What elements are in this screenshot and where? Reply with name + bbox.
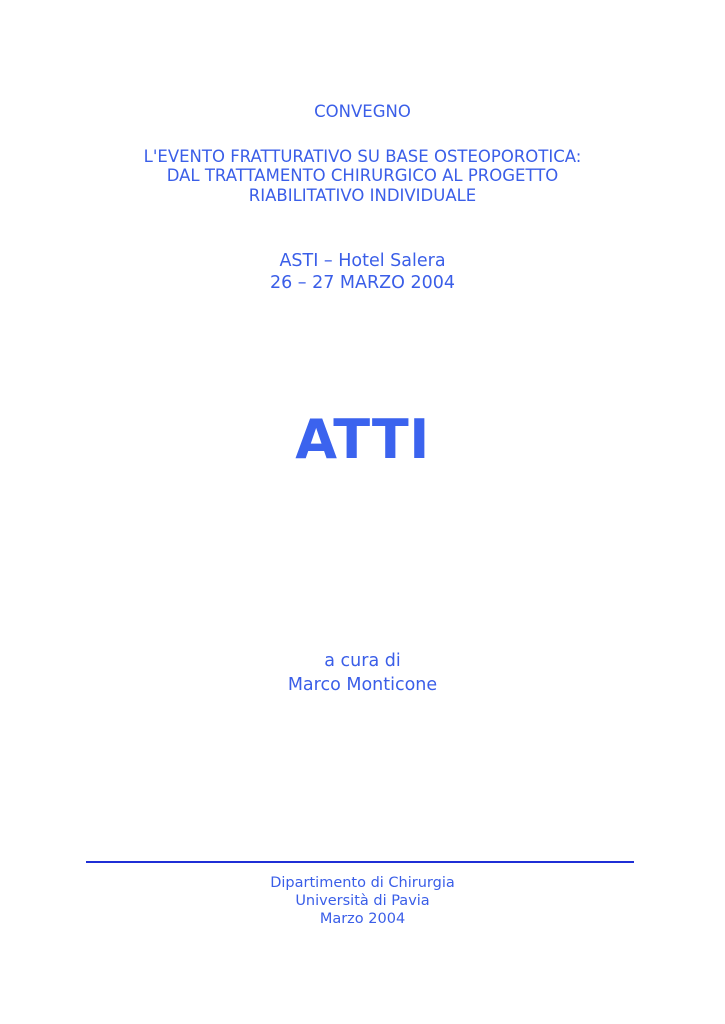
- conference-title-line-1: L'EVENTO FRATTURATIVO SU BASE OSTEOPOROTICA:: [143, 147, 582, 166]
- editor-intro: a cura di: [324, 651, 401, 671]
- department: Dipartimento di Chirurgia: [270, 875, 455, 891]
- university: Università di Pavia: [295, 893, 430, 909]
- publication-date: Marzo 2004: [319, 911, 406, 927]
- conference-dates: 26 – 27 MARZO 2004: [269, 273, 456, 293]
- conference-title-line-3: RIABILITATIVO INDIVIDUALE: [248, 186, 477, 205]
- footer-divider: [86, 861, 634, 863]
- conference-title-line-2: DAL TRATTAMENTO CHIRURGICO AL PROGETTO: [166, 166, 559, 185]
- venue: ASTI – Hotel Salera: [279, 251, 446, 271]
- editor-name: Marco Monticone: [287, 675, 438, 695]
- main-heading: ATTI: [295, 408, 430, 471]
- conference-label: CONVEGNO: [314, 102, 411, 121]
